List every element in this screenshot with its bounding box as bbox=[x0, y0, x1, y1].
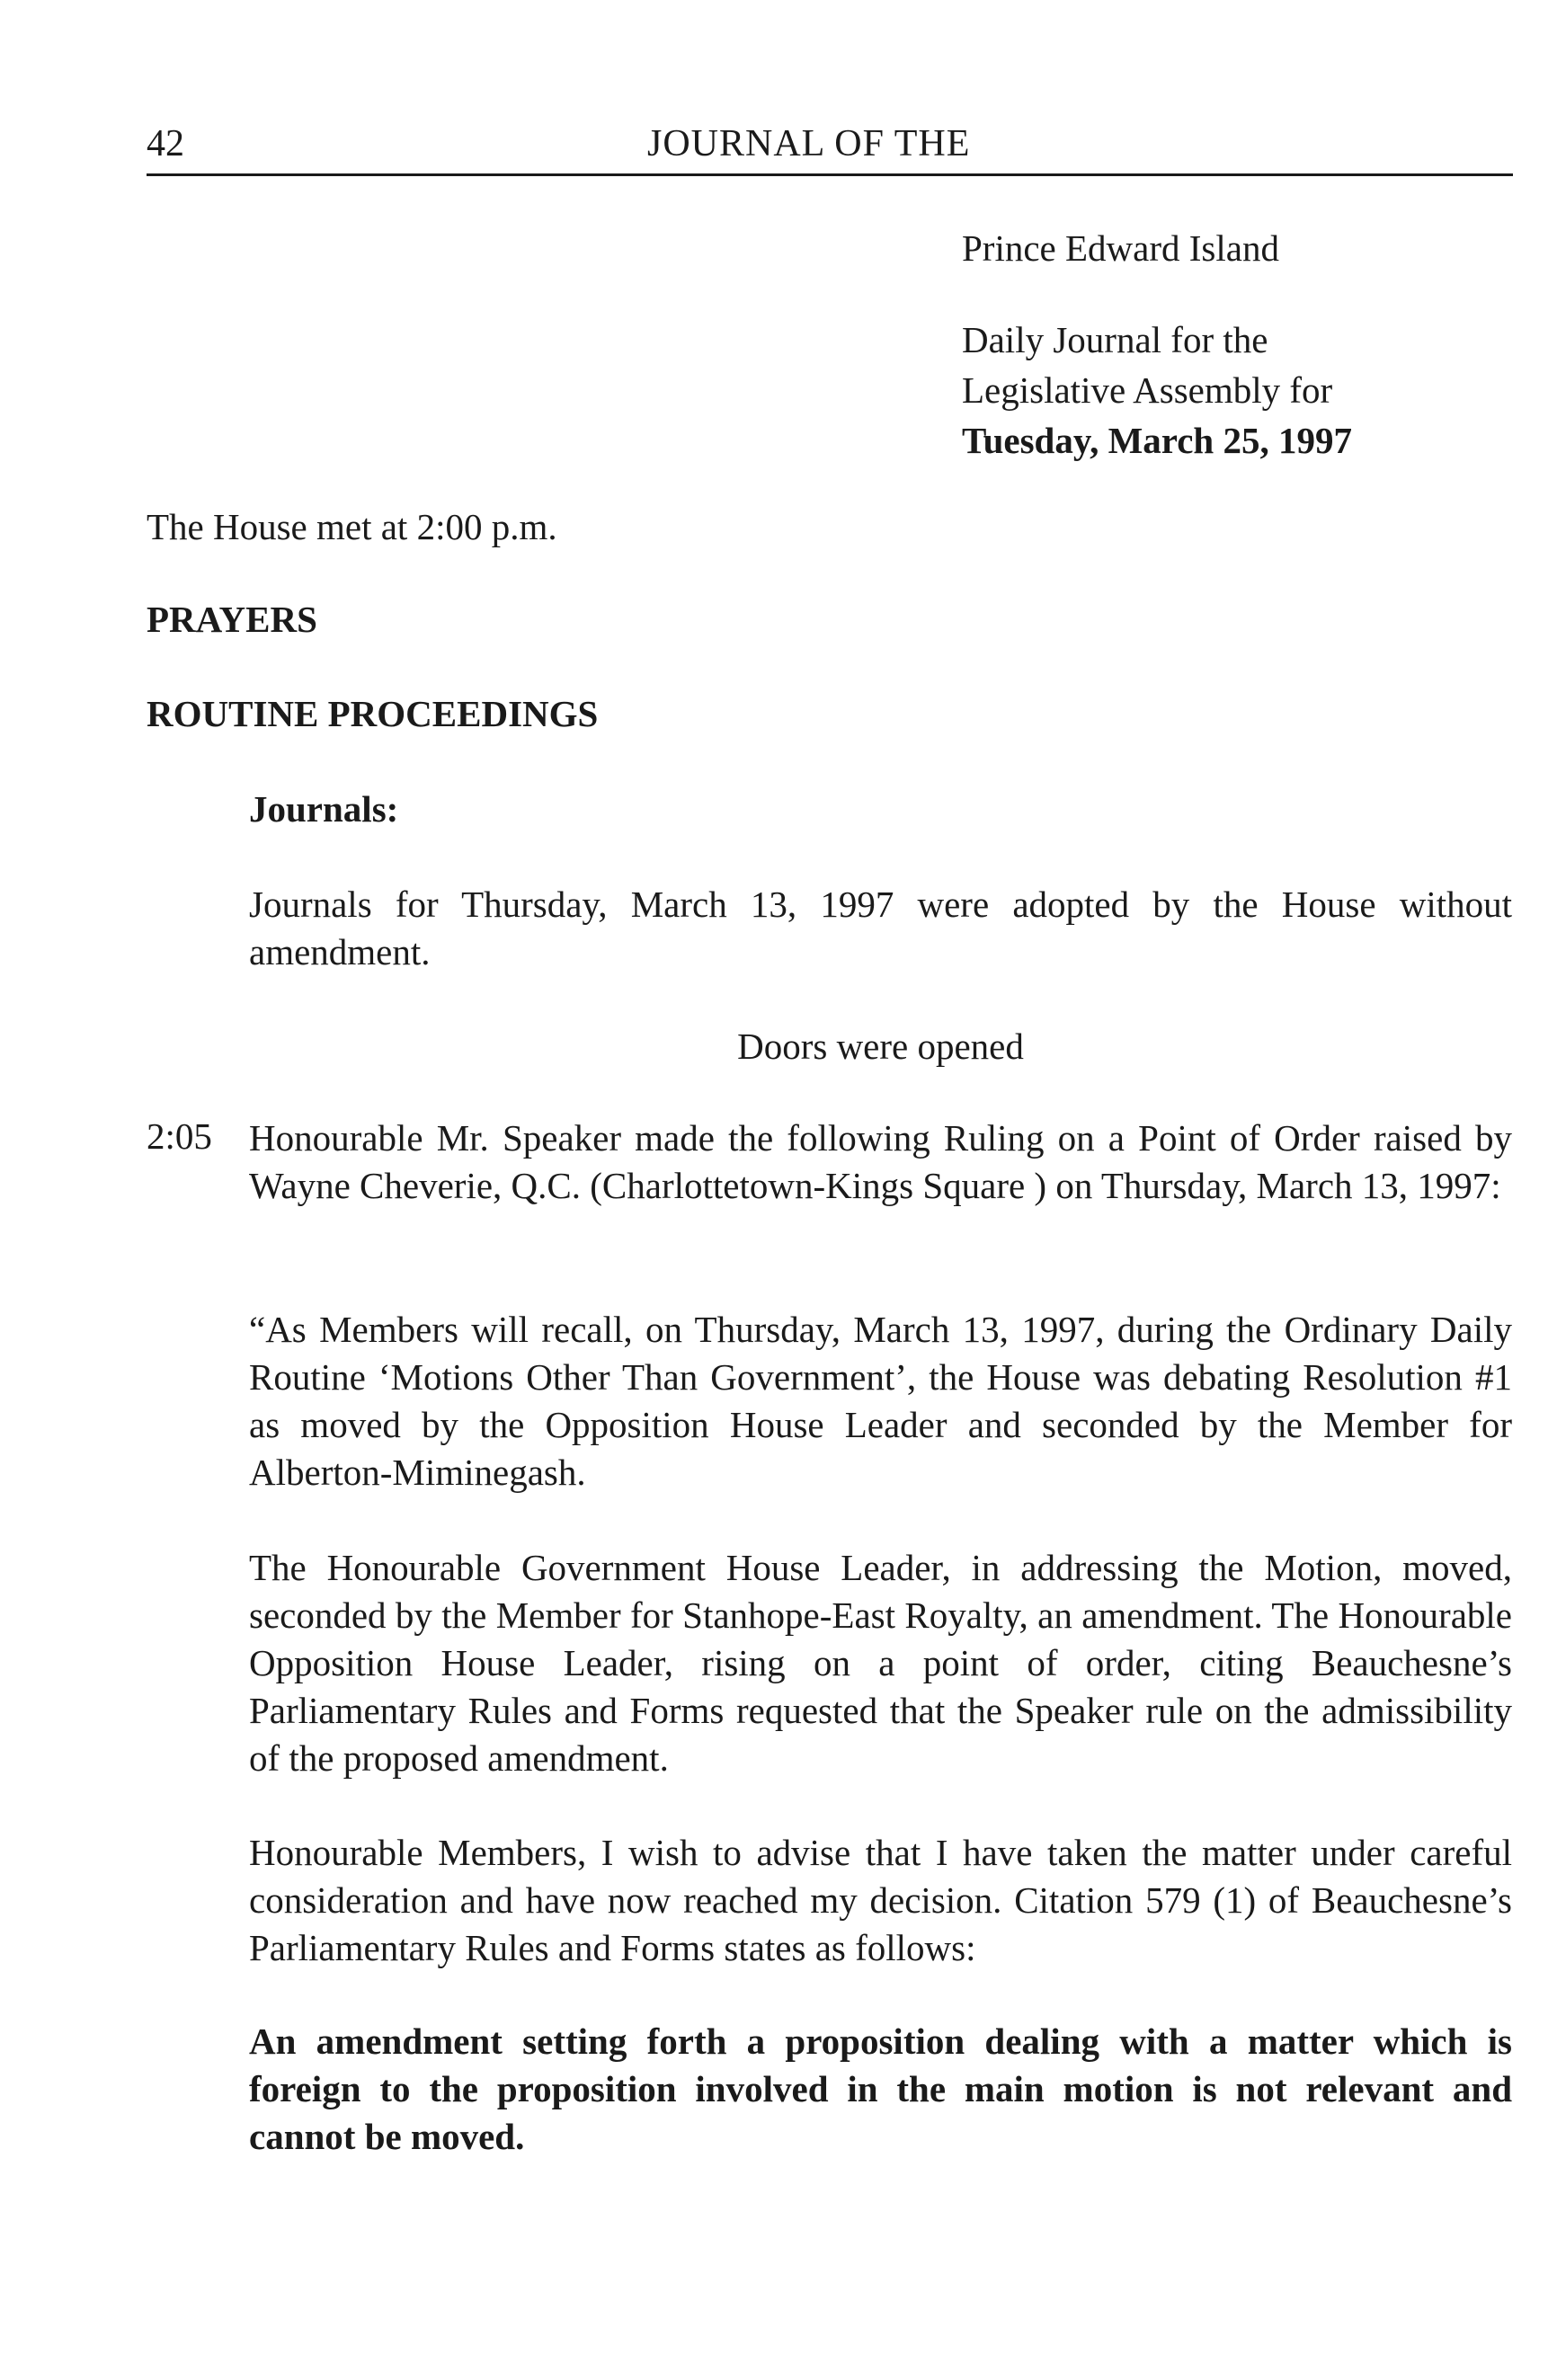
doors-opened-line: Doors were opened bbox=[737, 1026, 1024, 1067]
journals-paragraph: Journals for Thursday, March 13, 1997 were adopted by the House without amendment. bbox=[249, 884, 1512, 972]
title-line-1: Daily Journal for the bbox=[962, 319, 1268, 360]
house-met-line: The House met at 2:00 p.m. bbox=[147, 506, 557, 547]
journals-heading: Journals: bbox=[249, 788, 399, 830]
quote-paragraph: “As Members will recall, on Thursday, March 13, 1997, during the Ordinary Daily Routine ‘Motions Other Than Government’, the House was debating Resolution #1 as moved by the Opposition House Leader and seconded by the Member for Alberton-Miminegash. bbox=[249, 1309, 1512, 1493]
routine-proceedings-heading: ROUTINE PROCEEDINGS bbox=[147, 693, 599, 734]
citation-paragraph: An amendment setting forth a proposition dealing with a matter which is foreign to the proposition involved in the main motion is not relevant and cannot be moved. bbox=[249, 2020, 1512, 2157]
ruling-paragraph: Honourable Mr. Speaker made the following Ruling on a Point of Order raised by Wayne Cheverie, Q.C. (Charlottetown-Kings Square ) on Thursday, March 13, 1997: bbox=[249, 1117, 1512, 1206]
page-number: 42 bbox=[147, 123, 184, 164]
time-stamp: 2:05 bbox=[147, 1115, 212, 1157]
title-line-2: Legislative Assembly for bbox=[962, 369, 1333, 411]
prayers-heading: PRAYERS bbox=[147, 599, 317, 640]
running-head: JOURNAL OF THE bbox=[647, 123, 971, 164]
title-date: Tuesday, March 25, 1997 bbox=[962, 420, 1352, 461]
header-rule bbox=[147, 173, 1513, 176]
title-place: Prince Edward Island bbox=[962, 227, 1279, 269]
decision-paragraph: Honourable Members, I wish to advise that I have taken the matter under careful consideration and have now reached my decision. Citation 579 (1) of Beauchesne’s Parliamentary Rules and Forms states as follows: bbox=[249, 1832, 1512, 1968]
title-block bbox=[962, 315, 1352, 466]
government-leader-paragraph: The Honourable Government House Leader, in addressing the Motion, moved, seconded by the Member for Stanhope-East Royalty, an amendment. The Honourable Opposition House Leader, rising on a point of order, citing Beauchesne’s Parliamentary Rules and Forms requested that the Speaker rule on the admissibility of the proposed amendment. bbox=[249, 1547, 1512, 1779]
